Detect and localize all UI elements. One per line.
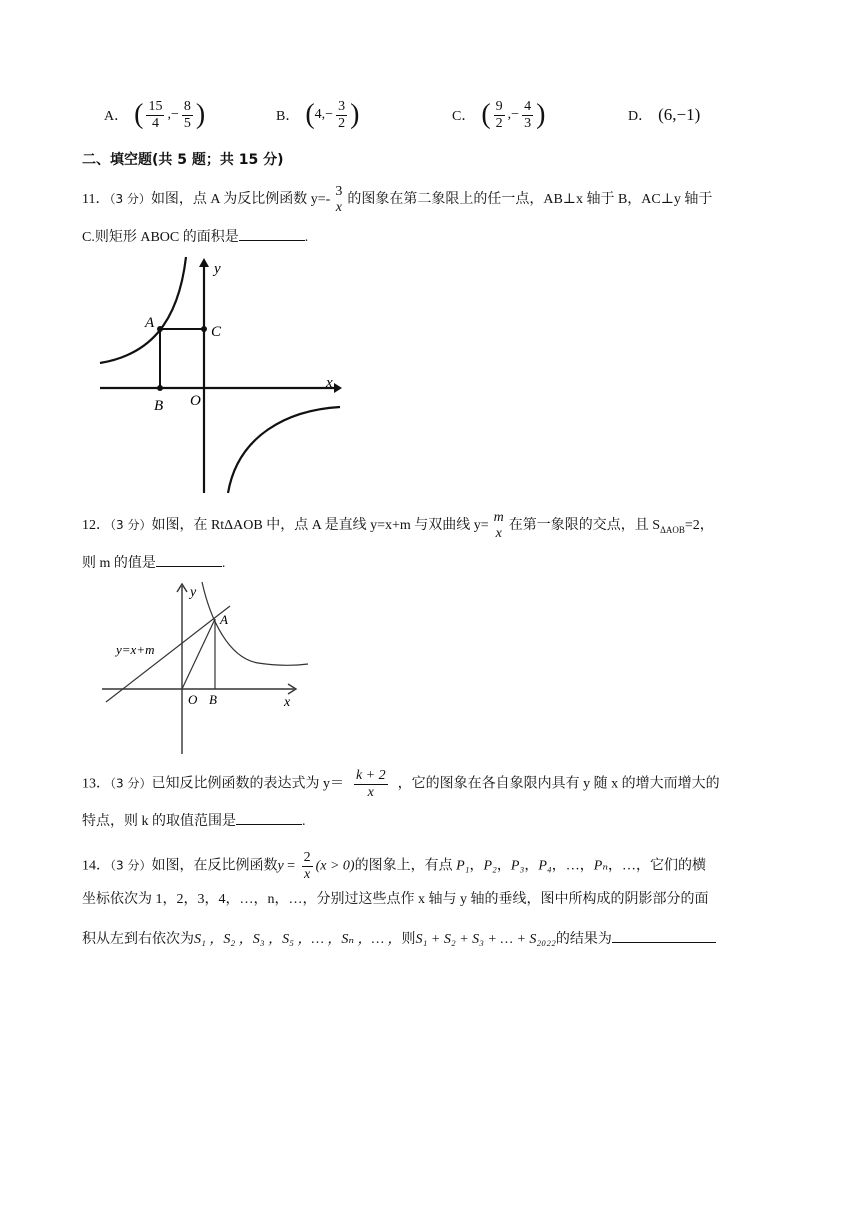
option-c-label: C． — [452, 109, 476, 124]
q11-y-arrow — [199, 258, 209, 267]
option-a-frac2: $\frac{8}{5}$ — [183, 98, 191, 131]
q12-figure — [98, 578, 310, 756]
q12-label-line: y=x+m — [116, 642, 155, 657]
section-title: 二、填空题(共 5 题；共 15 分) — [82, 152, 284, 168]
option-d-label: D． — [628, 109, 653, 124]
q11-answer-blank[interactable] — [239, 226, 305, 241]
q14-line2: 坐标依次为 1，2，3，4，…，n，…，分别过这些点作 x 轴与 y 轴的垂线，图中所构成的阴影部分的面 — [82, 892, 709, 907]
q11-label-o: O — [190, 393, 201, 409]
q12-label-o: O — [188, 692, 198, 707]
q11-label-y: y — [214, 261, 221, 277]
option-a-label: A． — [104, 109, 129, 124]
q12-hyperbola — [202, 582, 308, 665]
q11-point-a — [157, 326, 163, 332]
q11-label-c: C — [211, 324, 222, 340]
q11-frac: 3 x — [335, 184, 343, 215]
q12-label-x: x — [284, 695, 291, 710]
q14-answer-blank[interactable] — [612, 928, 716, 943]
option-a-frac1: $\frac{15}{4}$ — [148, 98, 163, 131]
q11-figure — [98, 255, 342, 495]
q11-x-arrow — [334, 383, 342, 393]
q12-answer-blank[interactable] — [156, 552, 222, 567]
q11-point-c — [201, 326, 207, 332]
option-c-frac1: $\frac{9}{2}$ — [495, 98, 503, 131]
q12-label-y: y — [190, 585, 197, 600]
q13-answer-blank[interactable] — [236, 810, 302, 825]
q12-line2: 则 m 的值是 . — [82, 552, 822, 574]
q14-frac: $\frac{2}{x}$ — [303, 850, 311, 882]
option-d — [628, 90, 700, 140]
q14-line1: 14．（3 分）如图，在反比例函数y = $\frac{2}{x}$ (x > 0)的图象上，有点 P₁，P₂，P₃，P₄，…，Pₙ，…，它们的横 — [82, 850, 706, 882]
q12-line1: 12．（3 分）如图，在 RtΔAOB 中，点 A 是直线 y=x+m 与双曲线 y= m x 在第一象限的交点，且 $S_{\Delta AOB}=2$， — [82, 510, 714, 541]
q11-label-a: A — [145, 315, 155, 331]
option-d-value: (6,−1) — [658, 105, 701, 124]
q12-label-b: B — [209, 692, 217, 707]
q13-line2: 特点，则 k 的取值范围是 . — [82, 810, 822, 832]
option-b-frac: $\frac{3}{2}$ — [338, 98, 346, 131]
q11-label-b: B — [154, 398, 164, 414]
q13-frac: $\frac{k + 2}{x}$ — [355, 768, 386, 800]
option-b: B． ( 4,− $\frac{3}{2}$ ) — [276, 98, 360, 131]
q12-label-a: A — [220, 612, 228, 627]
option-c: C． ( $\frac{9}{2}$ ,− $\frac{4}{3}$ ) — [452, 98, 546, 131]
option-a: A． ( $\frac{15}{4}$ ,− $\frac{8}{5}$ ) — [104, 98, 206, 131]
q14-line3: 积从左到右依次为S₁ ，S₂ ，S₃ ，S₅ ，… ，Sₙ ，… ，则S₁ + S₂ + S₃ + … + S₂₀₂₂的结果为 — [82, 928, 822, 950]
option-b-label: B． — [276, 109, 300, 124]
q11-line1: 11．（3 分）如图，点 A 为反比例函数 y=- 3 x 的图象在第二象限上的任一点，AB⊥x 轴于 B，AC⊥y 轴于 — [82, 184, 713, 215]
q12-frac: m x — [493, 510, 504, 541]
q11-point-b — [157, 385, 163, 391]
option-c-frac2: $\frac{4}{3}$ — [524, 98, 532, 131]
q11-curve-left — [100, 257, 186, 363]
q11-line2: C.则矩形 ABOC 的面积是 . — [82, 226, 822, 248]
q13-line1: 13．（3 分）已知反比例函数的表达式为 y＝ $\frac{k + 2}{x}$ ，它的图象在各自象限内具有 y 随 x 的增大而增大的 — [82, 768, 720, 800]
q11-curve-right — [228, 407, 340, 493]
q11-label-x: x — [326, 375, 333, 391]
q12-segment-oa — [182, 619, 215, 689]
